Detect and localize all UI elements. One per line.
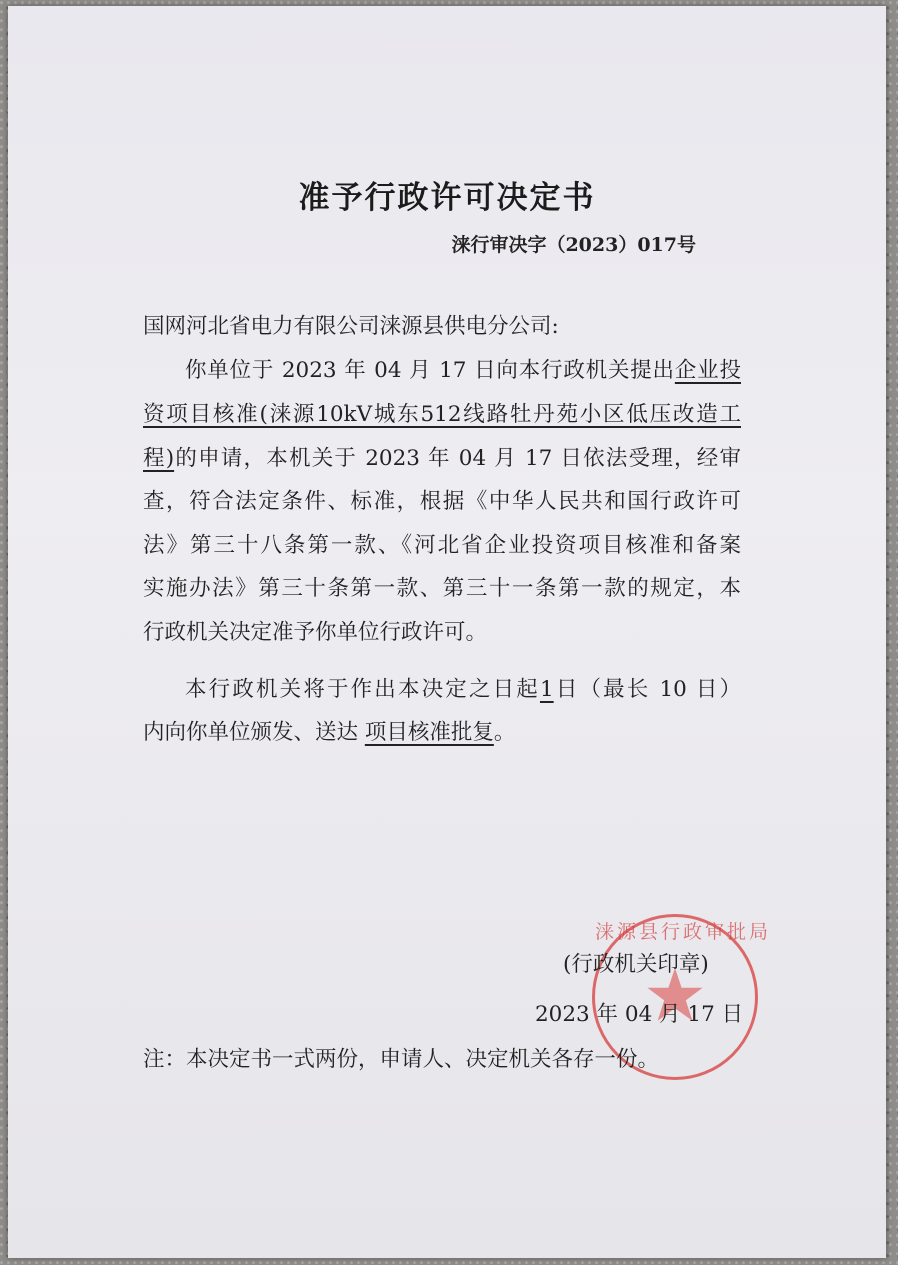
body-line bbox=[143, 718, 741, 748]
underlined-text: 程) bbox=[143, 446, 175, 471]
body-line bbox=[185, 675, 741, 705]
seal-label: (行政机关印章) bbox=[563, 952, 709, 977]
text: 本行政机关将于作出本决定之日起 bbox=[185, 677, 540, 702]
underlined-text: 项目核准批复 bbox=[364, 720, 494, 745]
issue-date: 2023 年 04 月 17 日 bbox=[535, 1002, 744, 1027]
seal-text: 涞源县行政审批局 bbox=[595, 921, 772, 943]
underlined-text: 企业投 bbox=[674, 358, 741, 383]
body-line: 行政机关决定准予你单位行政许可。 bbox=[143, 620, 488, 645]
text: 你单位于 2023 年 04 月 17 日向本行政机关提出 bbox=[185, 358, 675, 383]
document-number: 涞行审决字（2023）017号 bbox=[451, 234, 696, 256]
body-line bbox=[185, 356, 741, 386]
text: 日（最长 10 日） bbox=[553, 677, 741, 702]
body-line: 查，符合法定条件、标准，根据《中华人民共和国行政许可 bbox=[143, 489, 741, 514]
footnote: 注：本决定书一式两份，申请人、决定机关各存一份。 bbox=[143, 1047, 660, 1072]
underlined-text: 1 bbox=[539, 677, 554, 702]
body-line bbox=[143, 444, 741, 474]
body-line: 资项目核准(涞源10kV城东512线路牡丹苑小区低压改造工 bbox=[143, 402, 741, 427]
addressee: 国网河北省电力有限公司涞源县供电分公司: bbox=[143, 314, 559, 339]
document-page bbox=[8, 6, 886, 1258]
text: 的申请，本机关于 2023 年 04 月 17 日依法受理，经审 bbox=[174, 446, 741, 471]
text: 内向你单位颁发、送达 bbox=[143, 720, 365, 745]
body-line: 法》第三十八条第一款、《河北省企业投资项目核准和备案 bbox=[143, 533, 741, 558]
document-title: 准予行政许可决定书 bbox=[298, 180, 596, 216]
text: 。 bbox=[493, 720, 516, 745]
body-line: 实施办法》第三十条第一款、第三十一条第一款的规定，本 bbox=[143, 576, 741, 601]
